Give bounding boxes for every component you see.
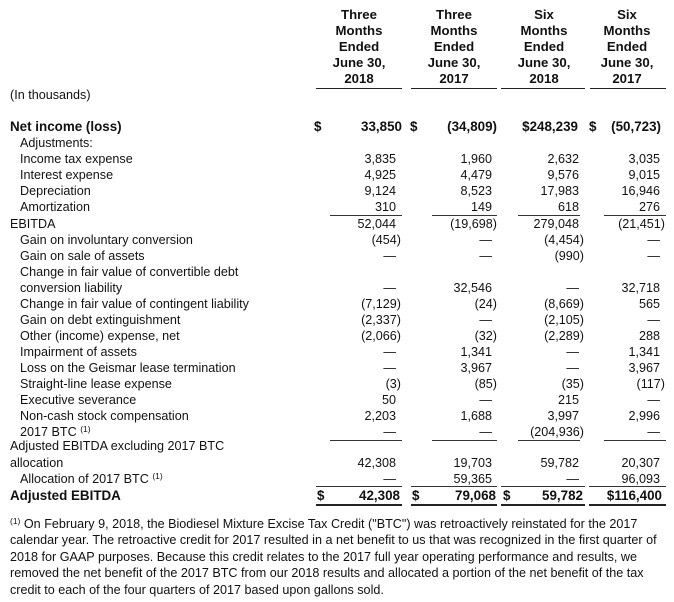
table-row [0, 471, 674, 487]
row-label: Impairment of assets [20, 345, 137, 359]
cell-value: 215 [557, 393, 579, 407]
cell-value: 3,835 [364, 152, 396, 166]
cell-value: (21,451) [618, 217, 665, 231]
cell-value: 4,925 [364, 168, 396, 182]
total-double-rule [501, 504, 585, 506]
header-underline [316, 88, 402, 89]
table-row [0, 438, 674, 454]
cell-value: 17,983 [540, 184, 579, 198]
cell-value: — [479, 393, 492, 407]
footnote [10, 516, 665, 598]
cell-value: (3) [385, 377, 401, 391]
cell-value: (32) [474, 329, 497, 343]
cell-value: (204,936) [530, 425, 584, 439]
table-row [0, 199, 674, 215]
cell-value: 3,967 [628, 361, 660, 375]
cell-value: 288 [638, 329, 660, 343]
cell-value: — [479, 233, 492, 247]
currency-symbol: $ [589, 119, 597, 134]
row-label: Adjusted EBITDA excluding 2017 BTC [10, 439, 225, 453]
cell-value: 32,718 [621, 281, 660, 295]
row-label: Allocation of 2017 BTC $^{(1)}$ [20, 471, 163, 486]
cell-value: $248,239 [522, 119, 578, 134]
cell-value: (85) [474, 377, 497, 391]
footnote-marker: (1) [80, 424, 91, 434]
table-row [0, 344, 674, 360]
column-header-h1-2017: Six Months Ended June 30, 2017 [600, 7, 654, 86]
cell-value: — [566, 281, 579, 295]
cell-value: (8,669) [544, 297, 584, 311]
cell-value: (117) [636, 377, 665, 391]
cell-value: (50,723) [611, 119, 661, 134]
cell-value: (2,289) [544, 329, 584, 343]
cell-value: 279,048 [533, 217, 579, 231]
cell-value: (2,337) [361, 313, 401, 327]
table-row [0, 216, 674, 232]
cell-value: (990) [554, 249, 584, 263]
footnote-text: On February 9, 2018, the Biodiesel Mixture Excise Tax Credit ("BTC") was retroactively reinstated for the 2017 calendar year. The retroactive credit for 2017 resulted in a net benefit to us that was recognized in the first quarter of 2018 for GAAP purposes. Because this credit relates to the 2017 full year operating performance and results, we removed the net benefit of the 2017 BTC from our 2018 results and allocated a portion of the net benefit of the tax credit to each of the four quarters of 2017 based upon gallons sold. [10, 517, 657, 597]
total-double-rule [589, 504, 666, 506]
table-row [0, 455, 674, 471]
cell-value: 79,068 [455, 488, 496, 503]
cell-value: 96,093 [621, 472, 660, 486]
cell-value: 9,576 [547, 168, 579, 182]
cell-value: 4,479 [460, 168, 492, 182]
cell-value: 2,632 [547, 152, 579, 166]
subtotal-rule [411, 486, 497, 487]
cell-value: 149 [470, 200, 492, 214]
cell-value: (34,809) [447, 119, 497, 134]
table-row [0, 183, 674, 199]
total-double-rule [316, 504, 402, 506]
currency-symbol: $ [314, 119, 322, 134]
total-double-rule [411, 504, 497, 506]
cell-value: 42,308 [359, 488, 400, 503]
unit-label: (In thousands) [10, 88, 91, 102]
header-underline [501, 88, 585, 89]
cell-value: 1,341 [460, 345, 492, 359]
row-label: Loss on the Geismar lease termination [20, 361, 236, 375]
cell-value: 3,967 [460, 361, 492, 375]
row-label: Other (income) expense, net [20, 329, 180, 343]
table-row [0, 360, 674, 376]
table-row [0, 312, 674, 328]
cell-value: 565 [638, 297, 660, 311]
cell-value: 19,703 [453, 456, 492, 470]
cell-value: 59,782 [540, 456, 579, 470]
cell-value: (2,105) [544, 313, 584, 327]
currency-symbol: $ [412, 488, 420, 503]
row-label: Non-cash stock compensation [20, 409, 189, 423]
row-label: EBITDA [10, 217, 56, 231]
row-label: Adjusted EBITDA [10, 488, 121, 503]
cell-value: 32,546 [453, 281, 492, 295]
row-label: Gain on involuntary conversion [20, 233, 193, 247]
cell-value: — [479, 425, 492, 439]
footnote-marker: (1) [10, 516, 21, 526]
row-label: Net income (loss) [10, 119, 122, 134]
cell-value: (454) [371, 233, 401, 247]
row-label: Interest expense [20, 168, 114, 182]
subtotal-rule [316, 486, 402, 487]
cell-value: 276 [638, 200, 660, 214]
row-label: Gain on debt extinguishment [20, 313, 181, 327]
table-row [0, 119, 674, 135]
table-row-total [0, 488, 674, 504]
table-row [0, 248, 674, 264]
cell-value: 42,308 [357, 456, 396, 470]
row-label: conversion liability [20, 281, 123, 295]
cell-value: — [647, 393, 660, 407]
cell-value: 20,307 [621, 456, 660, 470]
cell-value: (24) [474, 297, 497, 311]
row-label: Change in fair value of convertible debt [20, 265, 239, 279]
row-label: Change in fair value of contingent liability [20, 297, 249, 311]
cell-value: 33,850 [361, 119, 402, 134]
table-row [0, 280, 674, 296]
row-label: Adjustments: [20, 136, 93, 150]
column-header-h1-2018: Six Months Ended June 30, 2018 [517, 7, 571, 86]
row-label: Straight-line lease expense [20, 377, 172, 391]
cell-value: — [566, 472, 579, 486]
header-underline [590, 88, 666, 89]
cell-value: 50 [381, 393, 396, 407]
cell-value: — [383, 361, 396, 375]
row-label: Amortization [20, 200, 90, 214]
row-label: Executive severance [20, 393, 137, 407]
cell-value: — [566, 361, 579, 375]
cell-value: 59,365 [453, 472, 492, 486]
subtotal-rule [589, 486, 666, 487]
table-row [0, 264, 674, 280]
column-header-q2-2017: Three Months Ended June 30, 2017 [427, 7, 481, 86]
header-underline [411, 88, 497, 89]
table-row [0, 167, 674, 183]
cell-value: — [383, 249, 396, 263]
cell-value: 2,996 [628, 409, 660, 423]
table-row [0, 135, 674, 151]
cell-value: (19,698) [450, 217, 497, 231]
table-row [0, 296, 674, 312]
cell-value: (2,066) [361, 329, 401, 343]
row-label: allocation [10, 456, 64, 470]
cell-value: 8,523 [460, 184, 492, 198]
cell-value: — [647, 233, 660, 247]
cell-value: (35) [561, 377, 584, 391]
table-row [0, 408, 674, 424]
cell-value: 52,044 [357, 217, 396, 231]
table-row [0, 232, 674, 248]
cell-value: 16,946 [621, 184, 660, 198]
cell-value: — [566, 345, 579, 359]
cell-value: — [647, 313, 660, 327]
cell-value: — [479, 313, 492, 327]
table-row [0, 376, 674, 392]
cell-value: 618 [557, 200, 579, 214]
cell-value: (4,454) [544, 233, 584, 247]
cell-value: 1,688 [460, 409, 492, 423]
cell-value: 1,341 [628, 345, 660, 359]
cell-value: — [647, 425, 660, 439]
subtotal-rule [501, 486, 585, 487]
currency-symbol: $ [317, 488, 325, 503]
column-header-q2-2018: Three Months Ended June 30, 2018 [332, 7, 386, 86]
row-label: Gain on sale of assets [20, 249, 145, 263]
cell-value: 3,997 [547, 409, 579, 423]
table-row [0, 151, 674, 167]
cell-value: — [383, 345, 396, 359]
cell-value: — [647, 249, 660, 263]
table-row [0, 392, 674, 408]
cell-value: — [383, 425, 396, 439]
cell-value: $116,400 [606, 488, 662, 503]
cell-value: — [479, 249, 492, 263]
row-label: Depreciation [20, 184, 91, 198]
cell-value: 1,960 [460, 152, 492, 166]
currency-symbol: $ [410, 119, 418, 134]
cell-value: 9,015 [628, 168, 660, 182]
cell-value: — [383, 472, 396, 486]
cell-value: 3,035 [628, 152, 660, 166]
row-label: 2017 BTC $^{(1)}$ [20, 424, 91, 439]
row-label: Income tax expense [20, 152, 133, 166]
cell-value: 9,124 [364, 184, 396, 198]
cell-value: (7,129) [361, 297, 401, 311]
cell-value: 310 [374, 200, 396, 214]
cell-value: 2,203 [364, 409, 396, 423]
footnote-marker: (1) [152, 471, 163, 481]
cell-value: — [383, 281, 396, 295]
table-row [0, 328, 674, 344]
cell-value: 59,782 [542, 488, 583, 503]
currency-symbol: $ [503, 488, 511, 503]
